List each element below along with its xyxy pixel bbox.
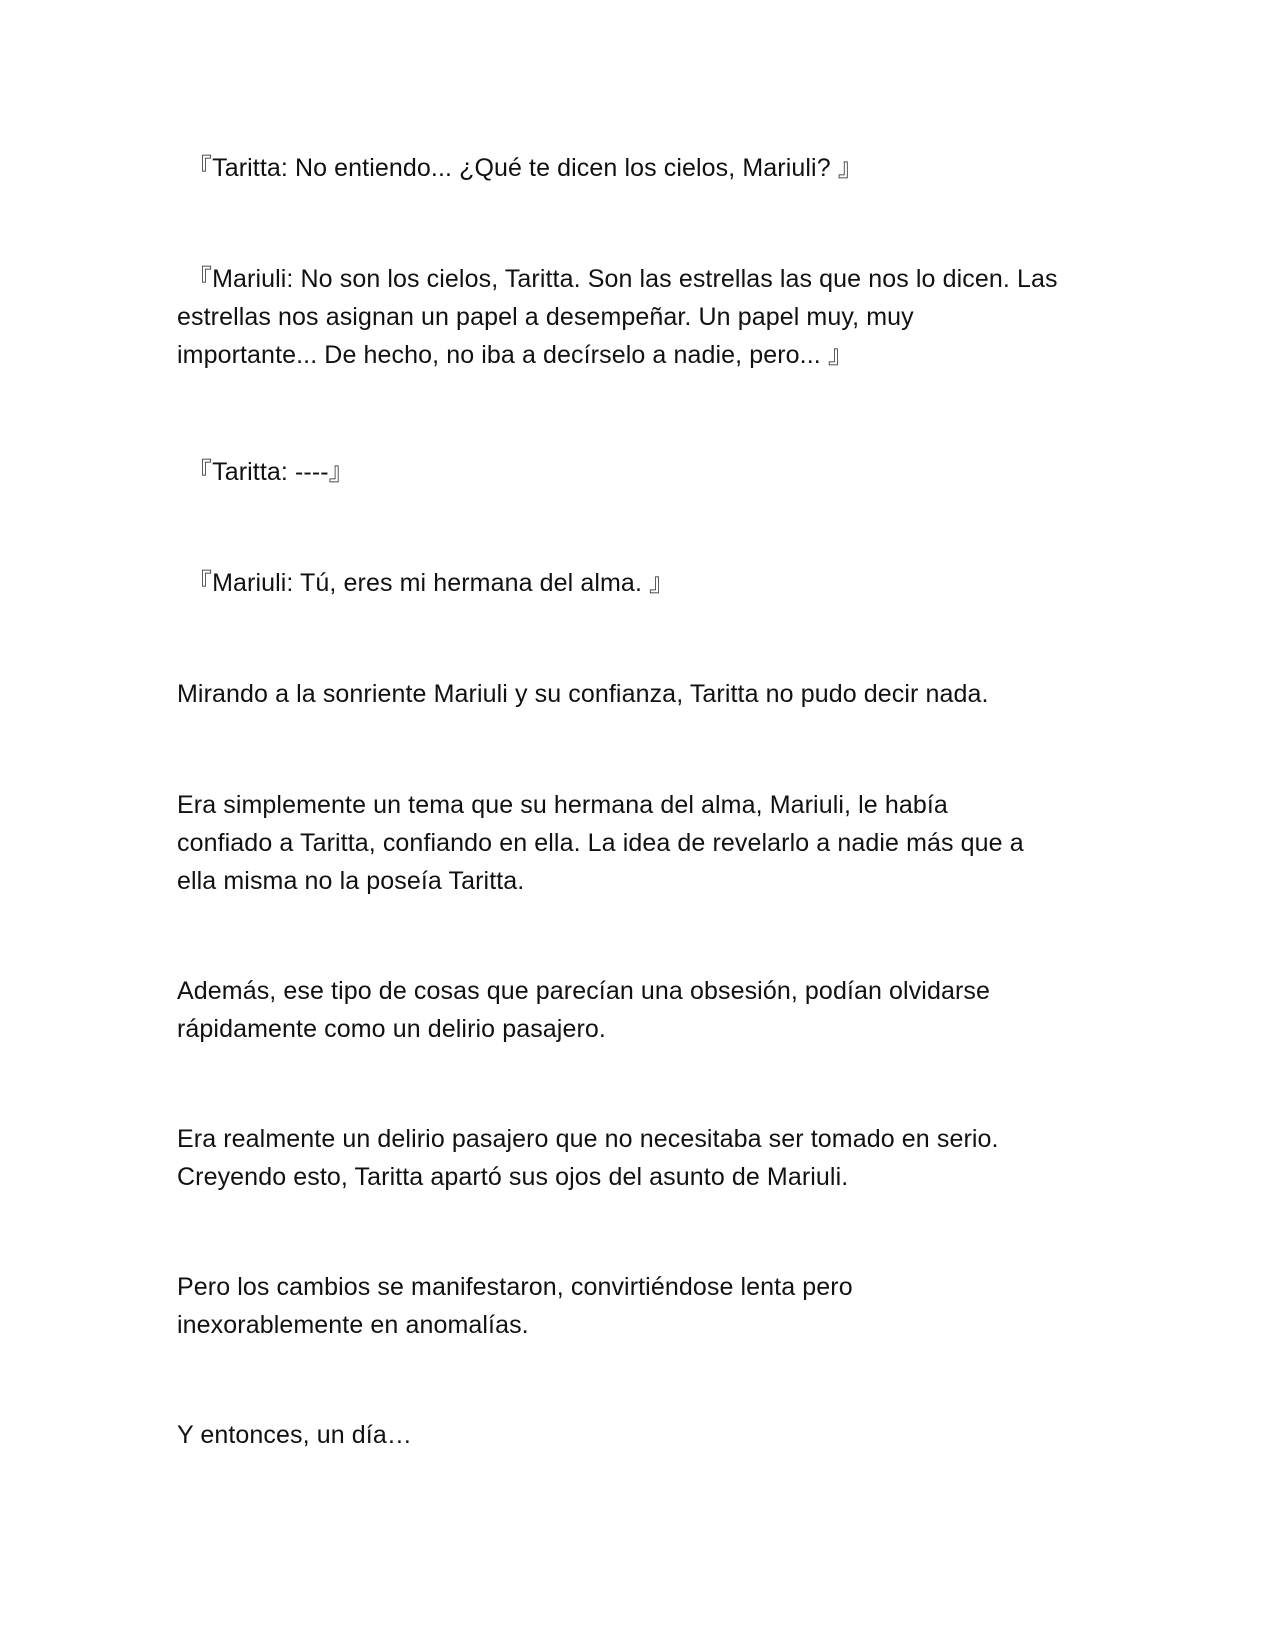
text-line: 『Mariuli: No son los cielos, Taritta. Son las estrellas las que nos lo dicen. Las [187,265,1058,293]
text-line: Pero los cambios se manifestaron, convirtiéndose lenta pero [177,1273,853,1301]
text-line: 『Taritta: ----』 [187,458,354,486]
paragraph-narration-4 [177,1120,1107,1196]
paragraph-narration-6 [177,1416,1107,1454]
text-line: ella misma no la poseía Taritta. [177,867,525,895]
text-line: inexorablemente en anomalías. [177,1311,529,1339]
paragraph-narration-3 [177,972,1107,1048]
text-line: 『Taritta: No entiendo... ¿Qué te dicen los cielos, Mariuli? 』 [187,154,863,182]
text-line: Además, ese tipo de cosas que parecían una obsesión, podían olvidarse [177,977,990,1005]
text-line: Creyendo esto, Taritta apartó sus ojos del asunto de Mariuli. [177,1163,849,1191]
paragraph-narration-5 [177,1268,1107,1344]
text-line: rápidamente como un delirio pasajero. [177,1015,606,1043]
text-line: confiado a Taritta, confiando en ella. La idea de revelarlo a nadie más que a [177,829,1024,857]
paragraph-dialogue-mariuli-1 [177,260,1107,374]
paragraph-narration-1 [177,675,1107,713]
text-line: 『Mariuli: Tú, eres mi hermana del alma. 』 [187,569,675,597]
text-line: Mirando a la sonriente Mariuli y su confianza, Taritta no pudo decir nada. [177,680,989,708]
paragraph-dialogue-taritta-1 [187,149,1117,187]
text-line: Y entonces, un día… [177,1421,412,1449]
paragraph-dialogue-taritta-2 [187,453,1117,491]
text-line: importante... De hecho, no iba a decírselo a nadie, pero... 』 [177,341,853,369]
text-line: Era simplemente un tema que su hermana del alma, Mariuli, le había [177,791,948,819]
text-line: Era realmente un delirio pasajero que no necesitaba ser tomado en serio. [177,1125,999,1153]
paragraph-dialogue-mariuli-2 [187,564,1117,602]
text-line: estrellas nos asignan un papel a desempeñar. Un papel muy, muy [177,303,914,331]
paragraph-narration-2 [177,786,1107,900]
